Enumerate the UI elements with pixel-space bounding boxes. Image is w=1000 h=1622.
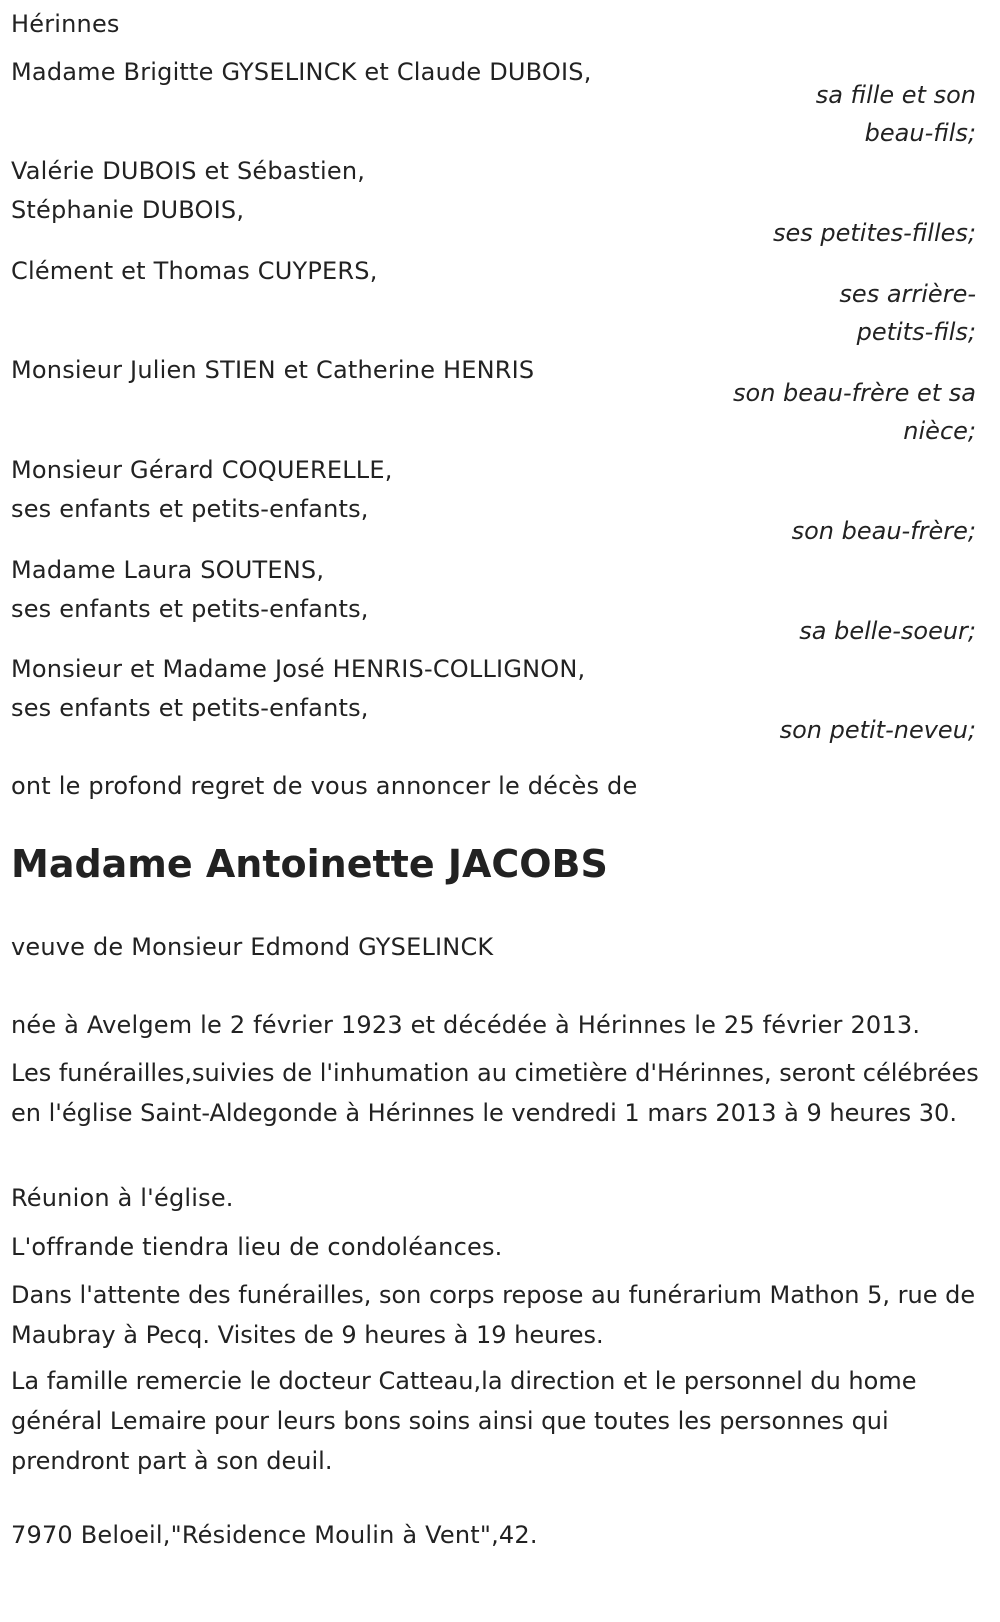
address: 7970 Beloeil,"Résidence Moulin à Vent",42. [11,1521,538,1549]
family-relation-2a: ses petites-filles; [772,219,976,247]
family-names-5b: ses enfants et petits-enfants, [11,495,369,523]
family-relation-4a: son beau-frère et sa [733,379,976,407]
birth-death: née à Avelgem le 2 février 1923 et décédée à Hérinnes le 25 février 2013. [11,1011,921,1039]
family-names-6b: ses enfants et petits-enfants, [11,595,369,623]
rest-details: Dans l'attente des funérailles, son corps repose au funérarium Mathon 5, rue de Maubray à Pecq. Visites de 9 heures à 19 heures. [11,1281,976,1349]
thanks-text: La famille remercie le docteur Catteau,la direction et le personnel du home général Lemaire pour leurs bons soins ainsi que toutes les personnes qui prendront part à son deuil. [11,1367,917,1475]
deceased-name: Madame Antoinette JACOBS [11,842,608,886]
widow-of: veuve de Monsieur Edmond GYSELINCK [11,933,494,961]
family-names-7b: ses enfants et petits-enfants, [11,694,369,722]
family-names-6a: Madame Laura SOUTENS, [11,556,325,584]
family-names-7a: Monsieur et Madame José HENRIS-COLLIGNON, [11,655,586,683]
family-relation-7a: son petit-neveu; [779,716,976,744]
family-names-2a: Valérie DUBOIS et Sébastien, [11,157,366,185]
family-relation-3b: petits-fils; [856,318,976,346]
meeting-note: Réunion à l'église. [11,1184,234,1212]
family-names-2b: Stéphanie DUBOIS, [11,196,245,224]
announcement-intro: ont le profond regret de vous annoncer le décès de [11,772,638,800]
family-relation-6a: sa belle-soeur; [799,617,976,645]
family-names-1a: Madame Brigitte GYSELINCK et Claude DUBOIS, [11,58,592,86]
offering-note: L'offrande tiendra lieu de condoléances. [11,1233,503,1261]
family-names-3a: Clément et Thomas CUYPERS, [11,257,378,285]
funeral-details: Les funérailles,suivies de l'inhumation au cimetière d'Hérinnes, seront célébrées en l'église Saint-Aldegonde à Hérinnes le vendredi 1 mars 2013 à 9 heures 30. [11,1059,979,1127]
family-relation-5a: son beau-frère; [791,517,976,545]
header-location: Hérinnes [11,10,120,38]
family-relation-1b: beau-fils; [864,119,976,147]
family-relation-1a: sa fille et son [815,81,976,109]
family-names-4a: Monsieur Julien STIEN et Catherine HENRIS [11,356,535,384]
family-relation-4b: nièce; [903,417,976,445]
family-names-5a: Monsieur Gérard COQUERELLE, [11,456,393,484]
family-relation-3a: ses arrière- [839,280,976,308]
